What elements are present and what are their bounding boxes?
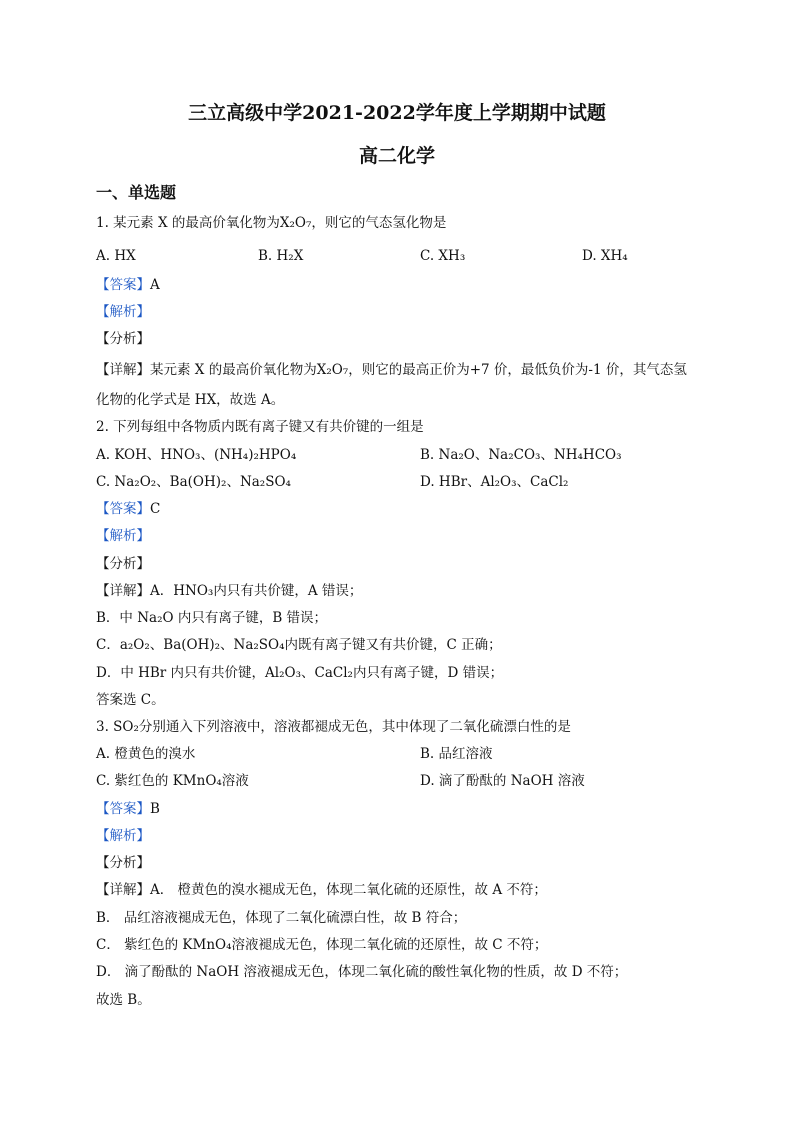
q2-breakdown-tag: 【分析】 bbox=[96, 556, 150, 572]
q2-detail-line-2: B．中 Na₂O 内只有离子键，B 错误； bbox=[96, 610, 328, 626]
q3-answer bbox=[96, 800, 160, 818]
q2-option-d: D. HBr、Al₂O₃、CaCl₂ bbox=[420, 474, 569, 490]
q1-detail-text-b: ，则它的最高正价为+7 价，最低负价为-1 价，其气态氢 bbox=[348, 362, 687, 378]
q1-stem bbox=[96, 214, 446, 232]
answer-tag: 【答案】 bbox=[96, 277, 150, 293]
q3-option-b: B. 品红溶液 bbox=[420, 746, 493, 762]
q2-option-b: B. Na₂O、Na₂CO₃、NH₄HCO₃ bbox=[420, 447, 622, 463]
q3-detail-line-4: D． 滴了酚酞的 NaOH 溶液褪成无色，体现二氧化硫的酸性氧化物的性质，故 D 不符； bbox=[96, 964, 628, 980]
q3-option-d: D. 滴了酚酞的 NaOH 溶液 bbox=[420, 773, 585, 789]
q2-option-a: A. KOH、HNO₃、(NH₄)₂HPO₄ bbox=[96, 447, 297, 463]
q1-option-a: A. HX bbox=[96, 248, 136, 264]
detail-tag: 【详解】 bbox=[96, 362, 150, 378]
q1-detail-formula: X₂O₇ bbox=[316, 362, 349, 378]
q2-detail-line-4: D．中 HBr 内只有共价键，Al₂O₃、CaCl₂内只有离子键，D 错误； bbox=[96, 665, 504, 681]
q2-detail-line-1 bbox=[96, 582, 362, 600]
q2-option-c: C. Na₂O₂、Ba(OH)₂、Na₂SO₄ bbox=[96, 474, 291, 490]
q2-analysis-tag: 【解析】 bbox=[96, 528, 150, 544]
q2-detail-line-3: C．a₂O₂、Ba(OH)₂、Na₂SO₄内既有离子键又有共价键，C 正确； bbox=[96, 637, 502, 653]
q2-stem: 2. 下列每组中各物质内既有离子键又有共价键的一组是 bbox=[96, 419, 424, 435]
q3-detail-text-1: A． 橙黄色的溴水褪成无色，体现二氧化硫的还原性，故 A 不符； bbox=[150, 882, 547, 898]
q1-detail-line-2: 化物的化学式是 HX，故选 A。 bbox=[96, 392, 285, 408]
q2-detail-text-1: A．HNO₃内只有共价键，A 错误； bbox=[150, 583, 363, 599]
q3-option-c: C. 紫红色的 KMnO₄溶液 bbox=[96, 773, 249, 789]
section-heading: 一、单选题 bbox=[96, 183, 177, 202]
q3-answer-value: B bbox=[150, 801, 160, 817]
q3-detail-line-5: 故选 B。 bbox=[96, 992, 151, 1008]
detail-tag: 【详解】 bbox=[96, 583, 150, 599]
answer-tag: 【答案】 bbox=[96, 501, 150, 517]
q3-analysis-tag: 【解析】 bbox=[96, 828, 150, 844]
q2-answer-value: C bbox=[150, 501, 161, 517]
detail-tag: 【详解】 bbox=[96, 882, 150, 898]
q1-option-d: D. XH₄ bbox=[582, 248, 628, 264]
q3-detail-line-2: B． 品红溶液褪成无色，体现了二氧化硫漂白性，故 B 符合； bbox=[96, 910, 467, 926]
q1-detail-text-a: 某元素 X 的最高价氧化物为 bbox=[150, 362, 317, 378]
q1-stem-text-b: ，则它的气态氢化物是 bbox=[311, 215, 447, 231]
q1-breakdown-tag: 【分析】 bbox=[96, 331, 150, 347]
answer-tag: 【答案】 bbox=[96, 801, 150, 817]
exam-subtitle: 高二化学 bbox=[358, 145, 435, 167]
q2-answer bbox=[96, 500, 160, 518]
q3-breakdown-tag: 【分析】 bbox=[96, 855, 150, 871]
q3-option-a: A. 橙黄色的溴水 bbox=[96, 746, 196, 762]
q3-stem: 3. SO₂分别通入下列溶液中，溶液都褪成无色，其中体现了二氧化硫漂白性的是 bbox=[96, 719, 571, 735]
q1-analysis-tag: 【解析】 bbox=[96, 304, 150, 320]
q3-detail-line-3: C． 紫红色的 KMnO₄溶液褪成无色，体现二氧化硫的还原性，故 C 不符； bbox=[96, 937, 548, 953]
exam-title: 三立高级中学2021-2022学年度上学期期中试题 bbox=[188, 102, 606, 124]
q1-detail-line-1 bbox=[96, 361, 687, 379]
q1-formula: X₂O₇ bbox=[279, 215, 312, 231]
q2-detail-line-5: 答案选 C。 bbox=[96, 692, 165, 708]
q1-stem-text-a: 1. 某元素 X 的最高价氧化物为 bbox=[96, 215, 280, 231]
q1-answer bbox=[96, 276, 160, 294]
q1-option-c: C. XH₃ bbox=[420, 248, 466, 264]
q3-detail-line-1 bbox=[96, 881, 547, 899]
q1-answer-value: A bbox=[150, 277, 160, 293]
q1-option-b: B. H₂X bbox=[258, 248, 304, 264]
